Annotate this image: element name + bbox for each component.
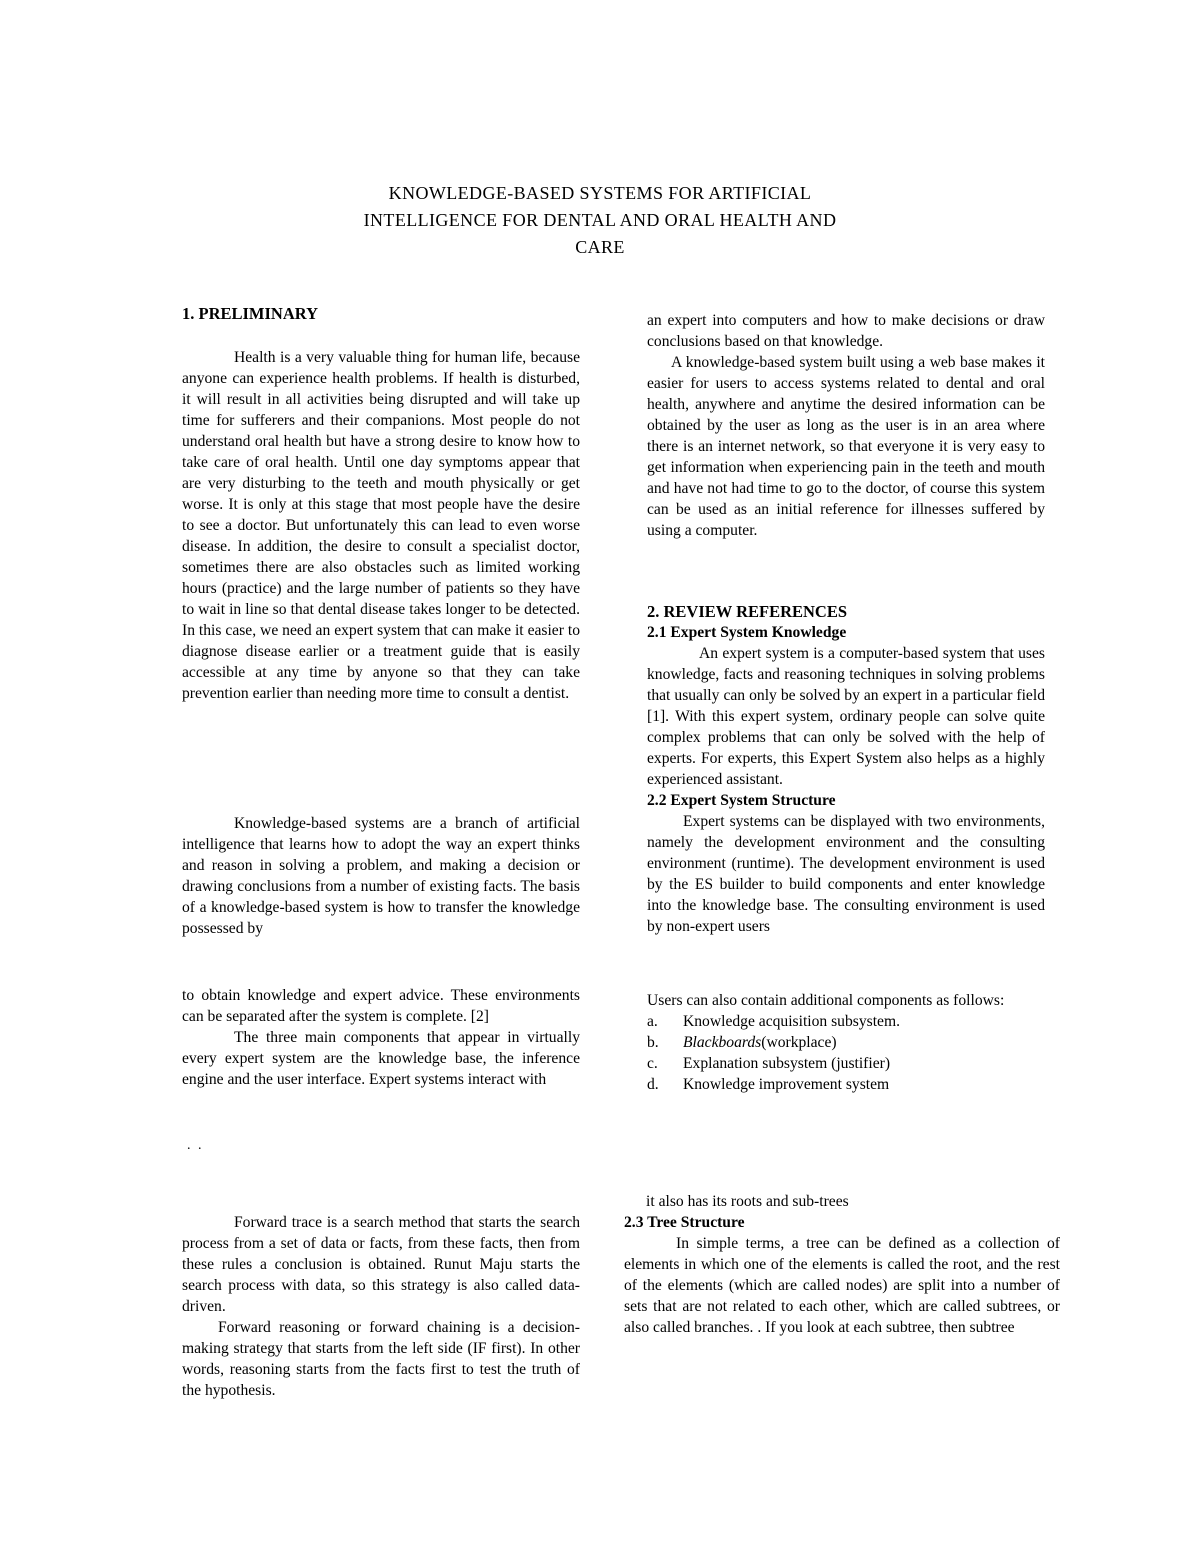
paragraph: Expert systems can be displayed with two environments, namely the development environment and the consulting environment (runtime). The development environment is used by the ES builder to build components and enter knowledge into the knowledge base. The consulting environment is used by non-expert users [647,813,1045,935]
list-item-text: (workplace) [761,1034,837,1051]
title-line-3: CARE [575,237,625,257]
paragraph: In simple terms, a tree can be defined as a collection of elements in which one of the elements is called the root, and the rest of the elements (which are called nodes) are split into a number of sets that are not related to each other, which are called subtrees, or also called branches. . If you look at each subtree, then subtree [624,1235,1060,1336]
list-item-text: Knowledge acquisition subsystem. [683,1013,900,1030]
paragraph: it also has its roots and sub-trees [646,1193,849,1210]
list-item [647,1053,1045,1074]
paragraph: Knowledge-based systems are a branch of artificial intelligence that learns how to adopt the way an expert thinks and reason in solving a problem, and making a decision or drawing conclusions from a number of existing facts. The basis of a knowledge-based system is how to transfer the knowledge possessed by [182,815,580,937]
paragraph: The three main components that appear in virtually every expert system are the knowledge base, the inference engine and the user interface. Expert systems interact with [182,1029,580,1088]
subsection-heading-2-1: 2.1 Expert System Knowledge [647,624,847,641]
section-2-block [647,601,1045,937]
list-marker: a. [647,1013,658,1030]
subsection-heading-2-3: 2.3 Tree Structure [624,1214,745,1231]
section-1-heading-block [182,303,580,324]
list-item-text: Knowledge improvement system [683,1076,890,1093]
left-column-paragraph-3 [182,985,580,1090]
list-item [647,1074,1045,1095]
subsection-heading-2-2: 2.2 Expert System Structure [647,792,836,809]
paragraph: Health is a very valuable thing for human life, because anyone can experience health problems. If health is disturbed, it will result in all activities being disrupted and will take up time for sufferers and their companions. Most people do not understand oral health but have a strong desire to know how to take care of oral health. Until one day symptoms appear that are very disturbing to the teeth and mouth physically or get worse. It is only at this stage that most people have the desire to see a doctor. But unfortunately this can lead to even worse disease. In addition, the desire to consult a specialist doctor, sometimes there are also obstacles such as limited working hours (practice) and the large number of patients so they have to wait in line so that dental disease takes longer to be detected. In this case, we need an expert system that can make it easier to diagnose disease earlier or a treatment guide that is easily accessible at any time by anyone so that they can take prevention earlier than needing more time to consult a dentist. [182,349,580,702]
paragraph: An expert system is a computer-based system that uses knowledge, facts and reasoning techniques in solving problems that usually can only be solved by an expert in a particular field [1]. With this expert system, ordinary people can solve quite complex problems that can only be solved with the help of experts. For experts, this Expert System also helps as a highly experienced assistant. [647,645,1045,788]
components-list [647,1011,1045,1095]
paragraph: Forward reasoning or forward chaining is a decision-making strategy that starts from the left side (IF first). In other words, reasoning starts from the facts first to test the truth of the hypothesis. [182,1319,580,1399]
components-block [647,990,1045,1095]
title-line-2: INTELLIGENCE FOR DENTAL AND ORAL HEALTH AND [363,210,837,230]
paper-title [250,180,950,261]
section-heading-preliminary: 1. PRELIMINARY [182,304,319,323]
section-heading-review-references: 2. REVIEW REFERENCES [647,602,848,621]
list-marker: d. [647,1076,659,1093]
ellipsis-marker: . . [187,1138,204,1153]
title-line-1: KNOWLEDGE-BASED SYSTEMS FOR ARTIFICIAL [388,183,812,203]
left-column-paragraph-2 [182,813,580,939]
list-marker: b. [647,1034,659,1051]
left-column-paragraph-1 [182,347,580,704]
list-item [647,1032,1045,1053]
list-item-text: Explanation subsystem (justifier) [683,1055,891,1072]
right-column-tree-structure [624,1191,1060,1338]
paragraph: Users can also contain additional components as follows: [647,992,1005,1009]
list-marker: c. [647,1055,658,1072]
left-column-forward-trace [182,1212,580,1401]
paragraph: an expert into computers and how to make decisions or draw conclusions based on that knowledge. [647,312,1045,350]
paragraph: to obtain knowledge and expert advice. These environments can be separated after the system is complete. [2] [182,987,580,1025]
list-item-italic-text: Blackboards [683,1034,762,1051]
paragraph: A knowledge-based system built using a web base makes it easier for users to access systems related to dental and oral health, anywhere and anytime the desired information can be obtained by the user as long as the user is in an area where there is an internet network, so that everyone it is very easy to get information when experiencing pain in the teeth and mouth and have not had time to go to the doctor, of course this system can be used as an initial reference for illnesses suffered by using a computer. [647,354,1045,539]
paragraph: Forward trace is a search method that starts the search process from a set of data or facts, from these facts, then from these rules a conclusion is obtained. Runut Maju starts the search process with data, so this strategy is also called data-driven. [182,1214,580,1315]
list-item [647,1011,1045,1032]
right-column-intro [647,310,1045,541]
